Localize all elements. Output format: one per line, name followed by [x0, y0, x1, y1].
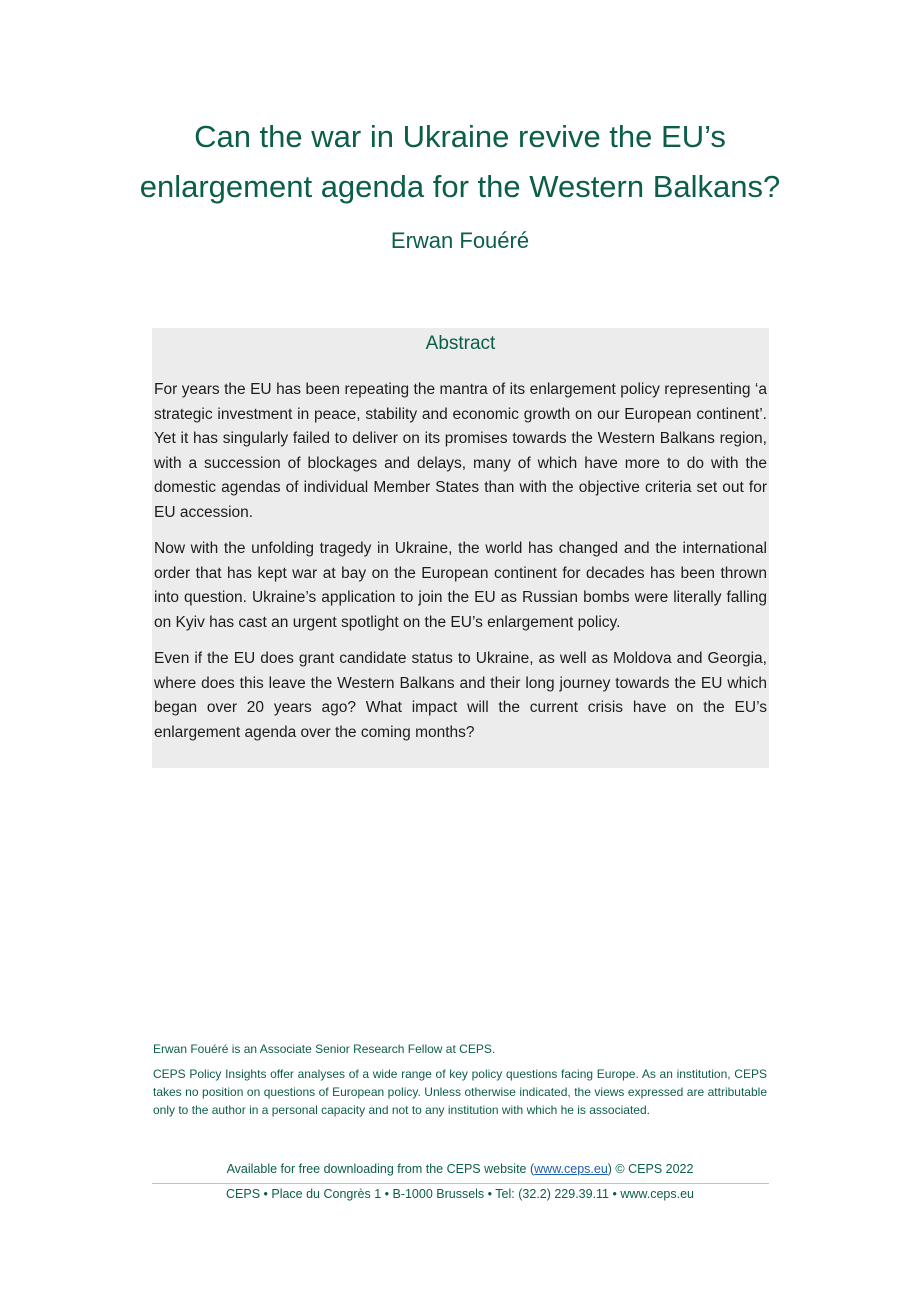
author-name: Erwan Fouéré — [390, 228, 530, 253]
footer-address: CEPS • Place du Congrès 1 • B-1000 Brussels • Tel: (32.2) 229.39.11 • www.ceps.eu — [226, 1187, 694, 1201]
availability-line — [0, 1160, 920, 1178]
abstract-heading: Abstract — [425, 333, 496, 354]
abstract-section — [152, 328, 769, 768]
author-bio: Erwan Fouéré is an Associate Senior Research Fellow at CEPS. — [153, 1042, 496, 1056]
title-line-1: Can the war in Ukraine revive the EU’s — [194, 119, 726, 154]
disclaimer: CEPS Policy Insights offer analyses of a wide range of key policy questions facing Europe. As an institution, CEPS takes no position on questions of European policy. Unless otherwise indicated, the views expressed are attributable only to the author in a personal capacity and not to any institution with which he is associated. — [153, 1067, 767, 1117]
title-line-2: enlargement agenda for the Western Balkans? — [139, 169, 781, 204]
footer-divider — [152, 1183, 769, 1184]
abstract-paragraph-3: Even if the EU does grant candidate status to Ukraine, as well as Moldova and Georgia, where does this leave the Western Balkans and their long journey towards the EU which began over 20 years ago? What impact will the current crisis have on the EU’s enlargement agenda over the coming months? — [154, 650, 767, 741]
availability-prefix: Available for free downloading from the CEPS website ( — [226, 1162, 535, 1176]
abstract-paragraph-1: For years the EU has been repeating the mantra of its enlargement policy representing ‘a strategic investment in peace, stability and economic growth on our European continent’. Yet it has singularly failed to deliver on its promises towards the Western Balkans region, with a succession of blockages and delays, many of which have more to do with the domestic agendas of individual Member States than with the objective criteria set out for EU accession. — [154, 381, 767, 521]
availability-suffix: ) © CEPS 2022 — [607, 1162, 694, 1176]
document-title — [80, 112, 840, 212]
abstract-paragraph-2: Now with the unfolding tragedy in Ukraine, the world has changed and the international order that has kept war at bay on the European continent for decades has been thrown into question. Ukraine’s application to join the EU as Russian bombs were literally falling on Kyiv has cast an urgent spotlight on the EU’s enlargement policy. — [154, 540, 767, 631]
ceps-website-link[interactable]: www.ceps.eu — [534, 1162, 608, 1176]
footnotes — [153, 1040, 767, 1126]
